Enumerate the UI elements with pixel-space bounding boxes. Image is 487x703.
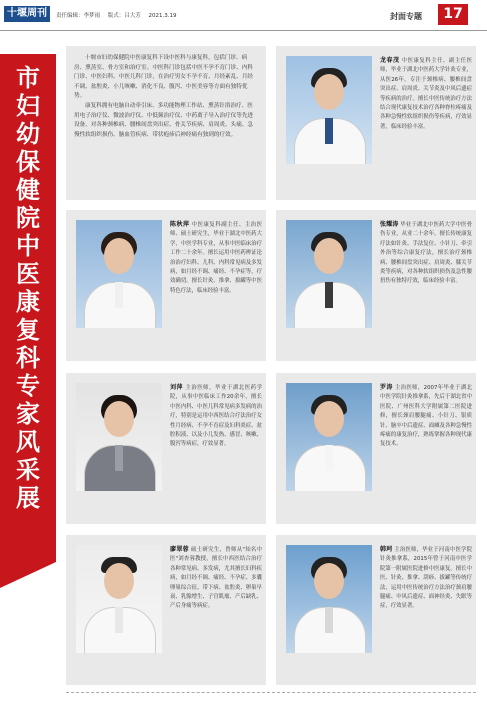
expert-name: 陈秋萍 (170, 221, 190, 228)
expert-card (276, 373, 476, 524)
expert-description: 主治医师，2007年毕业于湖北中医学院针灸推拿系，先后于湖北省中医院、广州医科大学附属第二医院进修，擅长颈肩腰腿痛、小针刀、银质针、脑卒中后遗症、面瘫及各种急慢性疼痛的康复治疗，熟练掌握各种现代康复技术。 (380, 385, 472, 448)
expert-name: 龙春茂 (380, 57, 400, 64)
expert-description: 主治医师，毕业于湖北医药学院，从事中医临床工作20余年，擅长中医内科、中医儿科常见病多发病的治疗，特别是运用中西医结合疗法治疗女性月经病、不孕不育症及妇科炎症、盆腔积液、以及小儿发热、感冒、咳嗽、腹泻等病症，疗效显著。 (170, 385, 262, 448)
expert-card (276, 46, 476, 200)
expert-card (276, 210, 476, 361)
expert-name: 廖翠蓉 (170, 546, 189, 553)
expert-description: 毕业于湖北中医药大学中医骨伤专业，从业二十余年，擅长传统康复疗法如针灸、手法复位、小针刀、牵引外治等综合康复疗法，擅长治疗颈椎病、腰椎间盘突出症、肩周炎、膝关节炎等疾病，对各种软组织损伤及急性腰扭伤有独特疗效，临床经验丰富。 (380, 222, 472, 285)
expert-photo (286, 56, 372, 164)
expert-bio (170, 383, 262, 450)
expert-photo (286, 383, 372, 491)
expert-description: 中医康复科副主任、主治医师、硕士研究生，毕业于湖北中医药大学，中医学科专业，从事中医临床治疗工作二十余年。擅长运用中医药辨证论治治疗妇科、儿科、内科常见病及多发病，如月经不调、痛经、不孕症等，疗效确切。擅长针灸、推拿、拔罐等中医特色疗法，临床经验丰富。 (170, 222, 262, 294)
expert-photo (286, 220, 372, 328)
banner (0, 54, 56, 562)
expert-description: 硕士研究生，曾师从"知名中医"刘杏蓉教授，擅长中西医结合治疗各种常见病、多发病，尤其擅长妇科疾病，如月经不调、痛经、不孕症、多囊卵巢综合征、带下病、盆腔炎、卵巢早衰、乳腺增生、子宫肌瘤、产后缺乳、产后身痛等病症。 (170, 547, 263, 610)
expert-card (276, 535, 476, 685)
page-header (0, 0, 487, 31)
expert-bio (380, 383, 472, 450)
expert-name: 张耀涛 (380, 221, 399, 228)
designer-name: 版式：吕大芳 (107, 13, 141, 19)
masthead: 十堰周刊 (4, 6, 50, 22)
footer-rule (66, 692, 476, 696)
section-title: 封面专题 (390, 12, 422, 21)
expert-bio (380, 56, 472, 132)
expert-card (66, 210, 266, 361)
expert-name: 刘萍 (170, 384, 184, 391)
editor-credits (56, 11, 183, 19)
editor-name: 责任编辑：李梦雨 (56, 13, 101, 19)
intro-paragraph: 十堰市妇幼保健院中医康复科下设中医科与康复科，包括门诊、病房、熏蒸室、骨方室和治疗室。中医科门诊包括中医不孕不育门诊、内科门诊、中医妇科、中医儿科门诊，在治疗男女不孕不育、月经紊乱、月经不调、盆腔炎、小儿咳嗽、消化不良、腹泻、中医美容等方面有独特优势。 (74, 55, 254, 100)
issue-date: 2021.3.19 (148, 13, 177, 19)
page-number: 17 (438, 4, 468, 25)
expert-description: 中医康复科主任、副主任医师，毕业于湖北中医药大学针灸专业，从医26年，专注于颈椎病、腰椎间盘突出症、肩周炎、关节炎及中风后遗症等疾病的治疗。擅长中医传统治疗方法结合现代康复技术治疗各种脊柱疼痛及各种急慢性软组织损伤等疾病，疗效显著，临床经验丰富。 (380, 58, 472, 130)
banner-title: 市妇幼保健院中医康复科专家风采展 (16, 63, 40, 512)
expert-card (66, 373, 266, 524)
expert-name: 罗涛 (380, 384, 393, 391)
expert-bio (380, 545, 472, 612)
expert-photo (76, 220, 162, 328)
expert-bio (170, 220, 262, 296)
expert-bio (170, 545, 262, 612)
expert-card (66, 535, 266, 685)
expert-photo (76, 383, 162, 491)
expert-name: 韩珂 (380, 546, 393, 553)
intro-paragraph: 康复科拥有电脑自动牵引床、多功能物理工作站、熏蒸针浴治疗、医用电子治疗仪、微波治疗仪、中低频治疗仪、中药离子导入治疗仪等先进设备，对各种颈椎病、腰椎间盘突出症、骨关节疾病、肩周炎、头痛、急慢性软组织损伤、脑血管疾病、带状疱疹后神经痛有独到的疗效。 (74, 102, 254, 138)
intro-panel (66, 46, 266, 200)
expert-bio (380, 220, 472, 287)
expert-description: 主治医师，毕业于河南中医学院针灸推拿系，2015年曾于河南中医学院第一附属医院进修中医康复。擅长中医、针灸、推拿、刮痧、拔罐等传统疗法，运用中医传统治疗方法治疗颈肩腰腿痛、中风后遗症、面神经炎、失眠等症，疗效显著。 (380, 547, 472, 610)
expert-photo (286, 545, 372, 653)
expert-photo (76, 545, 162, 653)
